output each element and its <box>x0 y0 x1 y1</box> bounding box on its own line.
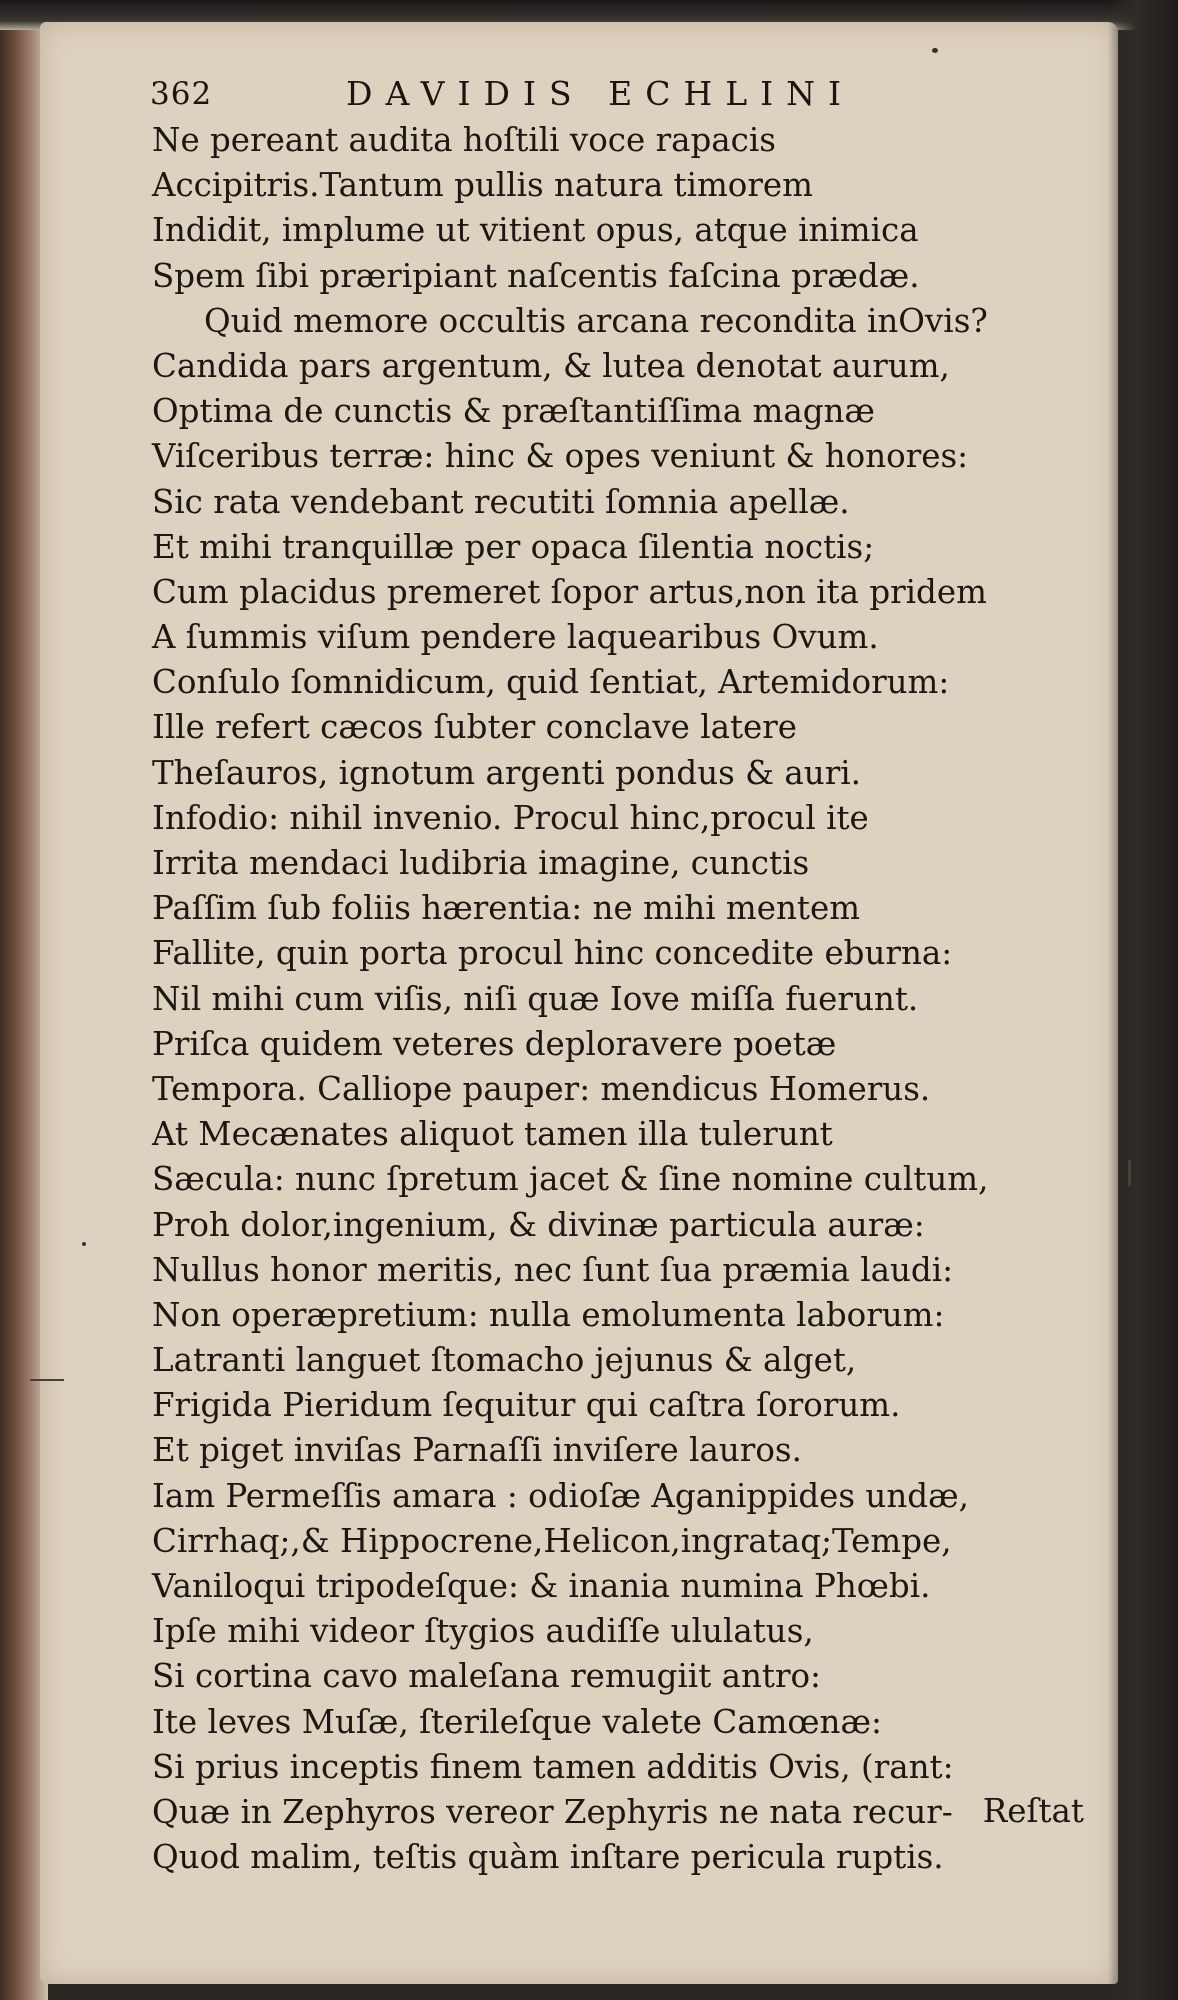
verse-text <box>152 118 1096 1880</box>
verse-line: Viſceribus terræ: hinc & opes veniunt & honores: <box>152 437 969 476</box>
verse-line: Theſauros, ignotum argenti pondus & auri. <box>152 753 862 792</box>
verse-line: Conſulo ſomnidicum, quid ſentiat, Artemidorum: <box>152 663 950 702</box>
ink-speck <box>932 48 938 53</box>
verse-line: Sic rata vendebant recutiti ſomnia apellæ. <box>152 482 850 521</box>
verse-line: Sæcula: nunc ſpretum jacet & ſine nomine cultum, <box>152 1160 989 1199</box>
verse-line: Si prius inceptis finem tamen additis Ovis, (rant: <box>152 1747 954 1786</box>
verse-line: Tempora. Calliope pauper: mendicus Homerus. <box>152 1069 931 1108</box>
verse-line: Proh dolor,ingenium, & divinæ particula auræ: <box>152 1205 925 1244</box>
verse-line: Quid memore occultis arcana recondita inOvis? <box>204 301 988 340</box>
verse-line: Ne pereant audita hoſtili voce rapacis <box>152 121 776 159</box>
verse-line: Cum placidus premeret ſopor artus,non ita pridem <box>152 572 987 611</box>
verse-line: Candida pars argentum, & lutea denotat aurum, <box>152 346 950 385</box>
verse-line: Cirrhaq;,& Hippocrene,Helicon,ingrataq;Tempe, <box>152 1521 952 1560</box>
verse-line: Quæ in Zephyros vereor Zephyris ne nata recur- <box>152 1792 953 1831</box>
verse-line: Paſſim ſub foliis hærentia: ne mihi mentem <box>152 889 861 928</box>
verse-line: Et mihi tranquillæ per opaca ſilentia noctis; <box>152 527 875 566</box>
verse-line: Irrita mendaci ludibria imagine, cunctis <box>152 844 810 882</box>
catchword: Reſtat <box>982 1792 1084 1830</box>
verse-line: Non operæpretium: nulla emolumenta laborum: <box>152 1295 945 1334</box>
margin-mark <box>1128 1160 1131 1186</box>
page-number: 362 <box>150 76 213 112</box>
verse-line: Fallite, quin porta procul hinc concedite eburna: <box>152 934 953 973</box>
verse-line: Si cortina cavo maleſana remugiit antro: <box>152 1657 822 1696</box>
verse-line: At Mecænates aliquot tamen illa tulerunt <box>152 1115 833 1154</box>
running-title: DAVIDIS ECHLINI <box>346 74 855 113</box>
verse-line: Nil mihi cum viſis, niſi quæ Iove miſſa fuerunt. <box>152 979 919 1018</box>
verse-line: Accipitris.Tantum pullis natura timorem <box>152 166 813 205</box>
verse-line: Spem ſibi præripiant naſcentis faſcina prædæ. <box>152 256 920 295</box>
verse-line: Nullus honor meritis, nec ſunt ſua præmia laudi: <box>152 1250 954 1289</box>
verse-line: Vaniloqui tripodeſque: & inania numina Phœbi. <box>152 1567 931 1605</box>
verse-line: A ſummis viſum pendere laquearibus Ovum. <box>152 618 879 657</box>
verse-line: Ite leves Muſæ, ſterileſque valete Camœnæ: <box>152 1702 882 1741</box>
verse-line: Indidit, implume ut vitient opus, atque inimica <box>152 211 919 250</box>
running-head <box>150 74 1096 124</box>
verse-line: Ipſe mihi videor ſtygios audiſſe ululatus, <box>152 1612 814 1651</box>
verse-line: Priſca quidem veteres deploravere poetæ <box>152 1024 837 1063</box>
verse-line: Latranti languet ſtomacho jejunus & alget, <box>152 1341 857 1380</box>
verse-line: Frigida Pieridum ſequitur qui caſtra ſororum. <box>152 1386 901 1425</box>
gutter-shadow <box>1108 0 1178 2000</box>
verse-line: Optima de cunctis & præſtantiſſima magnæ <box>152 392 875 431</box>
verse-line: Quod malim, teſtis quàm inſtare pericula ruptis. <box>152 1838 944 1877</box>
verse-line: Iam Permeſſis amara : odioſæ Aganippides undæ, <box>152 1476 969 1515</box>
ink-speck <box>82 1242 86 1246</box>
verse-line: Ille refert cæcos ſubter conclave latere <box>152 708 798 747</box>
margin-mark <box>30 1379 64 1381</box>
verse-line: Et piget inviſas Parnaſſi inviſere lauros. <box>152 1431 802 1470</box>
verse-line: Infodio: nihil invenio. Procul hinc,procul ite <box>152 798 869 837</box>
